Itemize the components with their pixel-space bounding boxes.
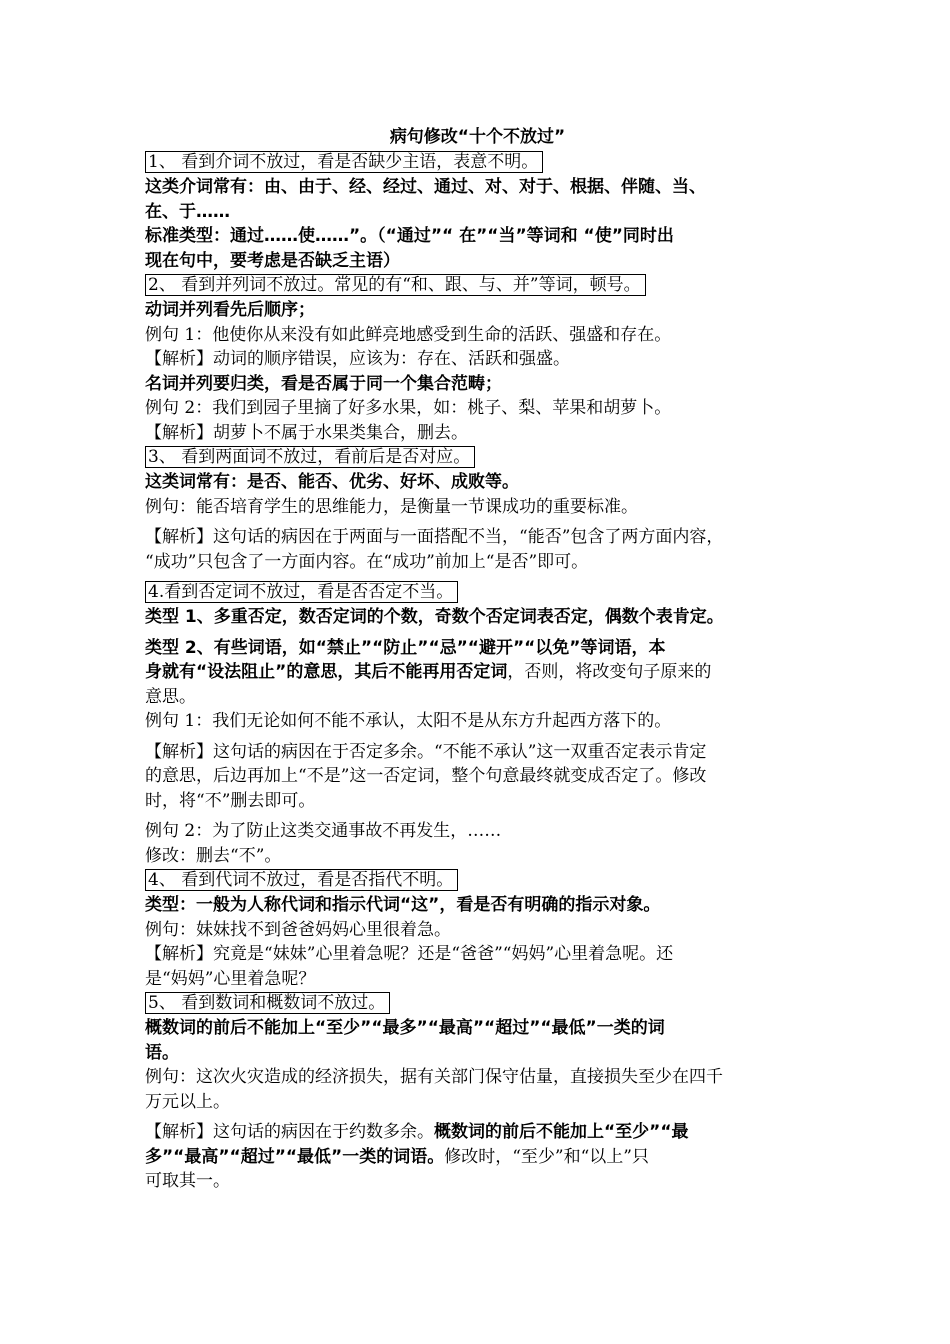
text-line: [145, 1120, 810, 1145]
line-text-tail: ，否则，将改变句子原来的: [507, 662, 712, 682]
line-text: 【解析】动词的顺序错误，应该为：存在、活跃和强盛。: [145, 349, 570, 369]
section-heading-box: 1、 看到介词不放过，看是否缺少主语，表意不明。: [145, 151, 543, 173]
text-line: [145, 789, 810, 814]
text-line: [145, 1041, 810, 1066]
line-text: 例句：这次火灾造成的经济损失，据有关部门保守估量，直接损失至少在四千: [145, 1067, 723, 1087]
text-line: [145, 605, 810, 630]
text-line: [145, 525, 810, 550]
text-line: [145, 470, 810, 495]
line-text: 名词并列要归类，看是否属于同一个集合范畴；: [145, 373, 502, 394]
section-heading-box: 5、 看到数词和概数词不放过。: [145, 992, 390, 1014]
text-line: [145, 249, 810, 274]
line-text: 例句 1：我们无论如何不能不承认，太阳不是从东方升起西方落下的。: [145, 711, 672, 731]
section-heading-box: 2、 看到并列词不放过。常见的有“和、跟、与、并”等词，顿号。: [145, 274, 646, 296]
line-text: 这类词常有：是否、能否、优劣、好坏、成败等。: [145, 472, 519, 492]
line-text: 在、于……: [145, 201, 230, 222]
text-line: [145, 709, 810, 734]
text-line: [145, 991, 810, 1016]
line-text: 时，将“不”删去即可。: [145, 790, 316, 811]
text-line: [145, 298, 810, 323]
line-text: 这类介词常有：由、由于、经、经过、通过、对、对于、根据、伴随、当、: [145, 177, 706, 197]
text-line: [145, 918, 810, 943]
text-line: [145, 636, 810, 661]
page-title: 病句修改“十个不放过”: [389, 127, 566, 147]
text-line: [145, 1145, 810, 1170]
line-text: 【解析】这句话的病因在于两面与一面搭配不当，“能否”包含了两方面内容，: [145, 527, 724, 547]
text-line: [145, 660, 810, 685]
line-text: 【解析】究竟是“妹妹”心里着急呢？还是“爸爸”“妈妈”心里着急呢。还: [145, 944, 674, 964]
line-text-tail: 修改时，“至少”和“以上”只: [444, 1146, 649, 1167]
line-text: 意思。: [145, 686, 196, 707]
line-text: 语。: [145, 1042, 179, 1063]
text-line: [145, 224, 810, 249]
line-text: 现在句中，要考虑是否缺乏主语）: [145, 250, 400, 271]
line-text: 标准类型：通过……使……”。（“通过”“ 在”“当”等词和 “使”同时出: [145, 226, 674, 246]
text-line: [145, 421, 810, 446]
line-text: 类型：一般为人称代词和指示代词“这”，看是否有明确的指示对象。: [145, 895, 661, 915]
document-body: [145, 124, 810, 1194]
text-line: [145, 372, 810, 397]
text-line: [145, 580, 810, 605]
text-line: [145, 323, 810, 348]
line-text: 类型 1、多重否定，数否定词的个数，奇数个否定词表否定，偶数个表肯定。: [145, 607, 724, 627]
line-text: 【解析】这句话的病因在于约数多余。: [145, 1122, 434, 1142]
section-heading-box: 3、 看到两面词不放过，看前后是否对应。: [145, 446, 475, 468]
text-line: [145, 495, 810, 520]
text-line: [145, 819, 810, 844]
text-line: [145, 868, 810, 893]
section-heading-box: 4.看到否定词不放过，看是否否定不当。: [145, 581, 458, 603]
line-text: 是“妈妈”心里着急呢？: [145, 968, 316, 989]
line-text: 例句：能否培育学生的思维能力，是衡量一节课成功的重要标准。: [145, 496, 638, 517]
line-text: 可取其一。: [145, 1171, 230, 1191]
line-text: 修改：删去“不”。: [145, 845, 282, 866]
text-line: [145, 445, 810, 470]
line-text: 例句：妹妹找不到爸爸妈妈心里很着急。: [145, 919, 451, 940]
text-line: [145, 550, 810, 575]
text-line: [145, 893, 810, 918]
text-line: [145, 1090, 810, 1115]
line-text: 万元以上。: [145, 1091, 230, 1112]
text-line: [145, 685, 810, 710]
text-line: [145, 396, 810, 421]
text-line: [145, 764, 810, 789]
line-text: 【解析】这句话的病因在于否定多余。“不能不承认”这一双重否定表示肯定: [145, 741, 707, 762]
text-line: [145, 347, 810, 372]
text-line: [145, 273, 810, 298]
text-line: [145, 740, 810, 765]
line-text: 例句 1：他使你从来没有如此鲜亮地感受到生命的活跃、强盛和存在。: [145, 324, 672, 345]
text-line: [145, 844, 810, 869]
line-text: 身就有“设法阻止”的意思，其后不能再用否定词: [145, 662, 508, 682]
text-line: [145, 1169, 810, 1194]
section-heading-box: 4、 看到代词不放过，看是否指代不明。: [145, 869, 458, 891]
line-text: 例句 2：为了防止这类交通事故不再发生，……: [145, 821, 502, 841]
line-text: “成功”只包含了一方面内容。在“成功”前加上“是否”即可。: [145, 551, 589, 572]
text-line: [145, 1016, 810, 1041]
document-lines: [145, 150, 810, 1194]
text-line: [145, 150, 810, 175]
line-text: 例句 2：我们到园子里摘了好多水果，如：桃子、梨、苹果和胡萝卜。: [145, 398, 672, 418]
line-text: 类型 2、有些词语，如“禁止”“防止”“忌”“避开”“以免”等词语，本: [145, 637, 666, 658]
line-text: 【解析】胡萝卜不属于水果类集合，删去。: [145, 422, 468, 443]
line-text: 概数词的前后不能加上“至少”“最多”“最高”“超过”“最低”一类的词: [145, 1018, 665, 1038]
line-text: 多”“最高”“超过”“最低”一类的词语。: [145, 1146, 445, 1167]
line-text: 的意思，后边再加上“不是”这一否定词，整个句意最终就变成否定了。修改: [145, 766, 707, 786]
text-line: [145, 175, 810, 200]
line-text-tail-bold: 概数词的前后不能加上“至少”“最: [434, 1122, 689, 1142]
text-line: [145, 967, 810, 992]
text-line: [145, 942, 810, 967]
text-line: [145, 1065, 810, 1090]
line-text: 动词并列看先后顺序；: [145, 300, 315, 320]
text-line: [145, 200, 810, 225]
